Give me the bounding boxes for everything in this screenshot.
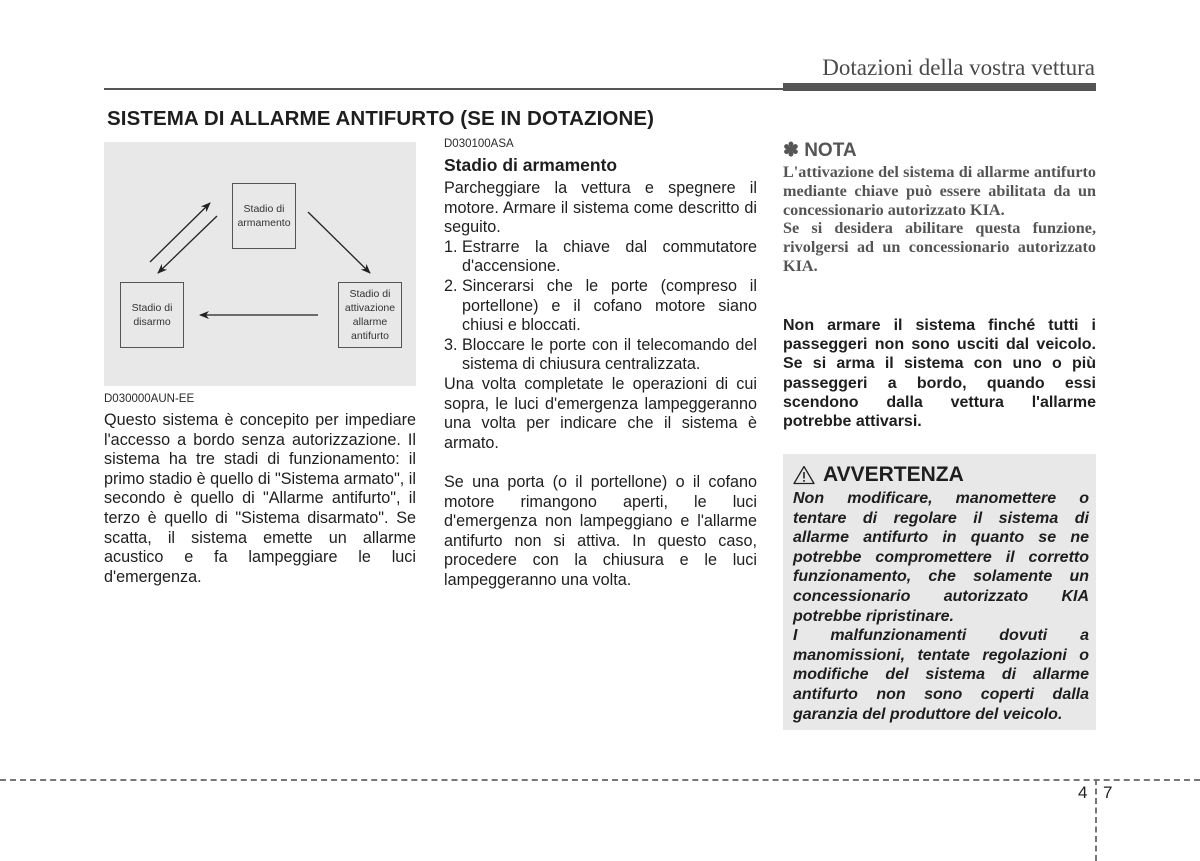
step-number: 1. xyxy=(444,237,458,256)
box-label-line: disarmo xyxy=(133,316,171,328)
section-code: D030100ASA xyxy=(444,138,514,150)
warning-box xyxy=(783,454,1096,730)
note-heading xyxy=(783,139,857,162)
arming-intro: Parcheggiare la vettura e spegnere il motore. Armare il sistema come descritto di seguito. xyxy=(444,179,757,237)
box-label-line: armamento xyxy=(237,217,291,229)
step-item xyxy=(444,336,757,375)
header-rule-thin xyxy=(104,88,784,90)
step-text: Estrarre la chiave dal commutatore d'accensione. xyxy=(462,237,757,276)
note-paragraph: L'attivazione del sistema di allarme antifurto mediante chiave può essere abilitata da un concessionario autorizzato KIA. xyxy=(783,163,1096,219)
page-number: 7 xyxy=(1103,783,1113,802)
box-label-line: Stadio di xyxy=(349,288,391,300)
figure-code: D030000AUN-EE xyxy=(104,393,195,405)
passenger-note: Non armare il sistema finché tutti i passeggeri non sono usciti dal veicolo. Se si arma il sistema con uno o più passeggeri a bordo, quando essi scendono dalla vettura l'allarme potrebbe attivarsi. xyxy=(783,317,1096,431)
warning-heading xyxy=(793,463,964,487)
open-doors-paragraph: Se una porta (o il portellone) o il cofano motore rimangono aperti, le luci d'emergenza non lampeggiano e l'allarme antifurto non si attiva. In questo caso, procedere con la chiusura e le luci lampeggeranno una volta. xyxy=(444,472,757,589)
box-label-line: allarme xyxy=(352,316,388,328)
asterisk-icon: ✽ xyxy=(783,140,799,161)
warning-triangle-icon xyxy=(793,465,815,485)
subsection-heading: Stadio di armamento xyxy=(444,155,618,175)
box-label-line: Stadio di xyxy=(131,302,173,314)
intro-paragraph: Questo sistema è concepito per impediare l'accesso a bordo senza autorizzazione. Il sistema ha tre stadi di funzionamento: il primo stadio è quello di "Sistema armato", il secondo è quello di "Allarme antifurto", il terzo è quello di "Sistema disarmato". Se scatta, il sistema emette un allarme acustico e fa lampeggiare le luci d'emergenza. xyxy=(104,411,416,586)
box-label-line: attivazione xyxy=(344,302,396,314)
armed-confirmation-paragraph: Una volta completate le operazioni di cui sopra, le luci d'emergenza lampeggeranno una volta per indicare che il sistema è armato. xyxy=(444,374,757,452)
alarm-stages-diagram xyxy=(104,142,416,386)
note-body xyxy=(783,163,1096,276)
box-label-line: Stadio di xyxy=(243,203,285,215)
warning-paragraph: I malfunzionamenti dovuti a manomissioni, tentate regolazioni o modifiche del sistema di allarme antifurto non sono coperti dalla garanzia del produttore del veicolo. xyxy=(793,627,1089,723)
warning-label: AVVERTENZA xyxy=(823,463,964,486)
step-item xyxy=(444,277,757,336)
header-rule-thick xyxy=(783,83,1096,91)
warning-paragraph: Non modificare, manomettere o tentare di regolare il sistema di allarme antifurto in quanto se ne potrebbe compromettere il corretto funzionamento, che solamente un concessionario autorizzato KIA potrebbe ripristinare. xyxy=(793,490,1089,625)
warning-body xyxy=(793,489,1089,724)
diagram-arrows xyxy=(104,142,416,386)
footer-dashed-divider xyxy=(1095,779,1097,861)
step-number: 3. xyxy=(444,335,458,354)
note-label: NOTA xyxy=(804,140,857,161)
step-item xyxy=(444,238,757,277)
stage-box-armamento xyxy=(232,183,296,249)
footer-dashed-rule xyxy=(0,779,1200,781)
stage-box-attivazione xyxy=(338,282,402,348)
step-text: Bloccare le porte con il telecomando del sistema di chiusura centralizzata. xyxy=(462,335,757,374)
box-label-line: antifurto xyxy=(351,330,389,342)
step-number: 2. xyxy=(444,276,458,295)
arming-steps xyxy=(444,238,757,375)
arming-instructions xyxy=(444,179,757,590)
chapter-number: 4 xyxy=(1078,783,1088,802)
step-text: Sincerarsi che le porte (compreso il portellone) e il cofano motore siano chiusi e bloccati. xyxy=(462,276,757,335)
section-title: SISTEMA DI ALLARME ANTIFURTO (SE IN DOTAZIONE) xyxy=(107,107,655,130)
stage-box-disarmo xyxy=(120,282,184,348)
note-paragraph: Se si desidera abilitare questa funzione, rivolgersi ad un concessionario autorizzato KIA. xyxy=(783,219,1096,275)
paragraph-spacer xyxy=(444,453,757,473)
running-header-title: Dotazioni della vostra vettura xyxy=(822,55,1095,80)
